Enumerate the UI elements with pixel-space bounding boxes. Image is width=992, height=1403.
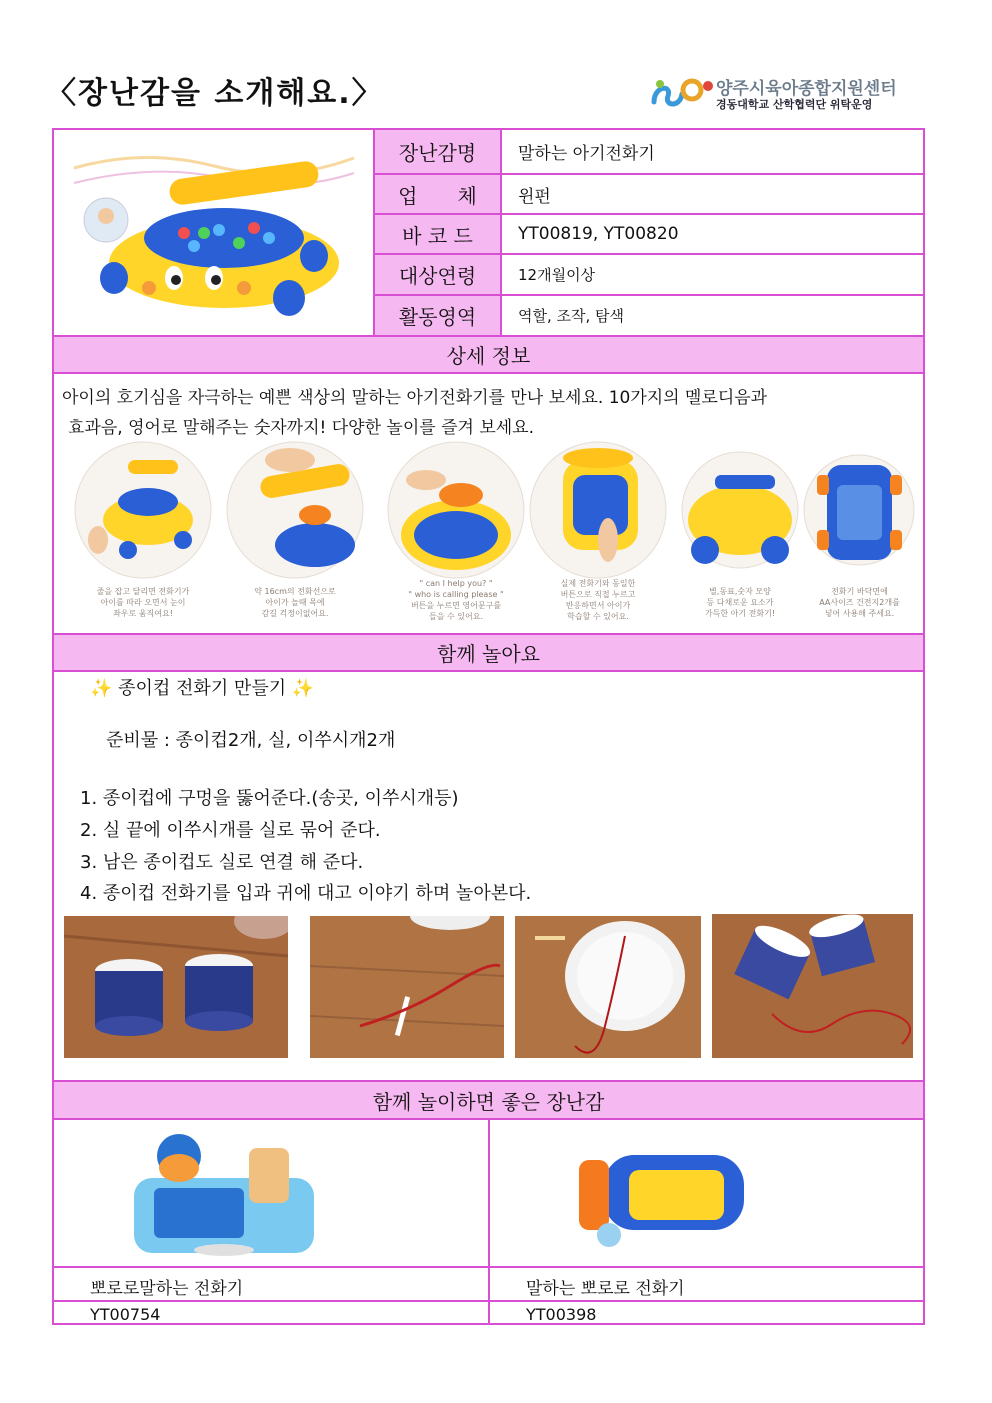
sparkle-icon: ✨	[90, 678, 113, 699]
step-4: 4. 종이컵 전화기를 입과 귀에 대고 이야기 하며 놀아본다.	[80, 883, 532, 904]
toy-phone-illustration	[64, 138, 364, 328]
step-1: 1. 종이컵에 구멍을 뚫어준다.(송곳, 이쑤시개등)	[80, 788, 459, 809]
feature-image-5	[680, 440, 800, 580]
play-subtitle: 종이컵 전화기 만들기	[118, 678, 287, 699]
recommend-name-1: 뽀로로말하는 전화기	[90, 1279, 244, 1299]
step-photo-3	[515, 916, 701, 1058]
feature-image-1	[68, 440, 218, 580]
step-2: 2. 실 끝에 이쑤시개를 실로 묶어 준다.	[80, 820, 381, 841]
value-toy-name: 말하는 아기전화기	[518, 144, 655, 164]
value-company: 윈펀	[518, 186, 551, 207]
recommend-image-1	[124, 1128, 324, 1260]
feature-caption-2: 약 16cm의 전화선으로 아이가 놀때 목에 감길 걱정이없어요.	[254, 587, 336, 618]
play-subtitle-row	[90, 674, 314, 700]
feature-caption-3: " can I help you? " " who is calling please " 버튼을 누르면 영어문구를 들을 수 있어요.	[408, 579, 504, 621]
feature-caption-5: 별,동표,숫자 모양 등 다채로운 요소가 가득한 아기 전화기!	[704, 587, 776, 618]
org-logo	[650, 76, 930, 116]
label-activity: 활동영역	[375, 296, 500, 335]
label-toy-name: 장난감명	[375, 130, 500, 173]
org-subtitle: 경동대학교 산학협력단 위탁운영	[716, 98, 873, 111]
recommend-name-2: 말하는 뽀로로 전화기	[526, 1279, 685, 1299]
value-age: 12개월이상	[518, 266, 596, 284]
step-photo-1	[64, 916, 288, 1058]
step-photo-4	[712, 914, 913, 1058]
value-barcode: YT00819, YT00820	[518, 224, 679, 244]
feature-image-3	[386, 440, 526, 580]
recommend-image-2	[574, 1145, 754, 1250]
recommend-code-2: YT00398	[526, 1305, 597, 1324]
recommend-heading: 함께 놀이하면 좋은 장난감	[54, 1082, 923, 1118]
sparkle-icon: ✨	[291, 678, 315, 699]
feature-caption-4: 실제 전화기와 동일한 버튼으로 직접 누르고 반응하면서 아이가 학습할 수 있어요.	[560, 579, 636, 621]
value-activity: 역할, 조작, 탐색	[518, 307, 625, 325]
label-age: 대상연령	[375, 255, 500, 294]
label-company: 업 체	[375, 175, 500, 213]
recommend-code-1: YT00754	[90, 1305, 161, 1324]
detail-text-line2: 효과음, 영어로 말해주는 숫자까지! 다양한 놀이를 즐겨 보세요.	[68, 418, 534, 438]
org-logo-icon	[650, 76, 714, 112]
feature-image-6	[802, 440, 917, 580]
label-barcode: 바 코 드	[375, 215, 500, 253]
page-title: 〈장난감을 소개해요.〉	[46, 76, 384, 111]
feature-caption-1: 줄을 잡고 달리면 전화기가 아이를 따라 오면서 눈이 좌우로 움직여요!	[96, 587, 190, 618]
feature-image-2	[220, 440, 370, 580]
toy-info-sheet	[52, 128, 925, 1325]
detail-text-line1: 아이의 호기심을 자극하는 예쁜 색상의 말하는 아기전화기를 만나 보세요. 10가지의 멜로디음과	[62, 388, 768, 408]
materials: 준비물 : 종이컵2개, 실, 이쑤시개2개	[106, 730, 396, 751]
product-image	[64, 138, 364, 328]
feature-caption-6: 전화기 바닥면에 AA사이즈 건전지2개를 넣어 사용해 주세요.	[819, 587, 900, 618]
step-3: 3. 남은 종이컵도 실로 연결 해 준다.	[80, 852, 364, 873]
play-heading: 함께 놀아요	[54, 635, 923, 670]
org-name: 양주시육아종합지원센터	[716, 79, 897, 99]
detail-heading: 상세 정보	[54, 337, 923, 372]
feature-image-4	[528, 440, 668, 580]
step-photo-2	[310, 916, 504, 1058]
